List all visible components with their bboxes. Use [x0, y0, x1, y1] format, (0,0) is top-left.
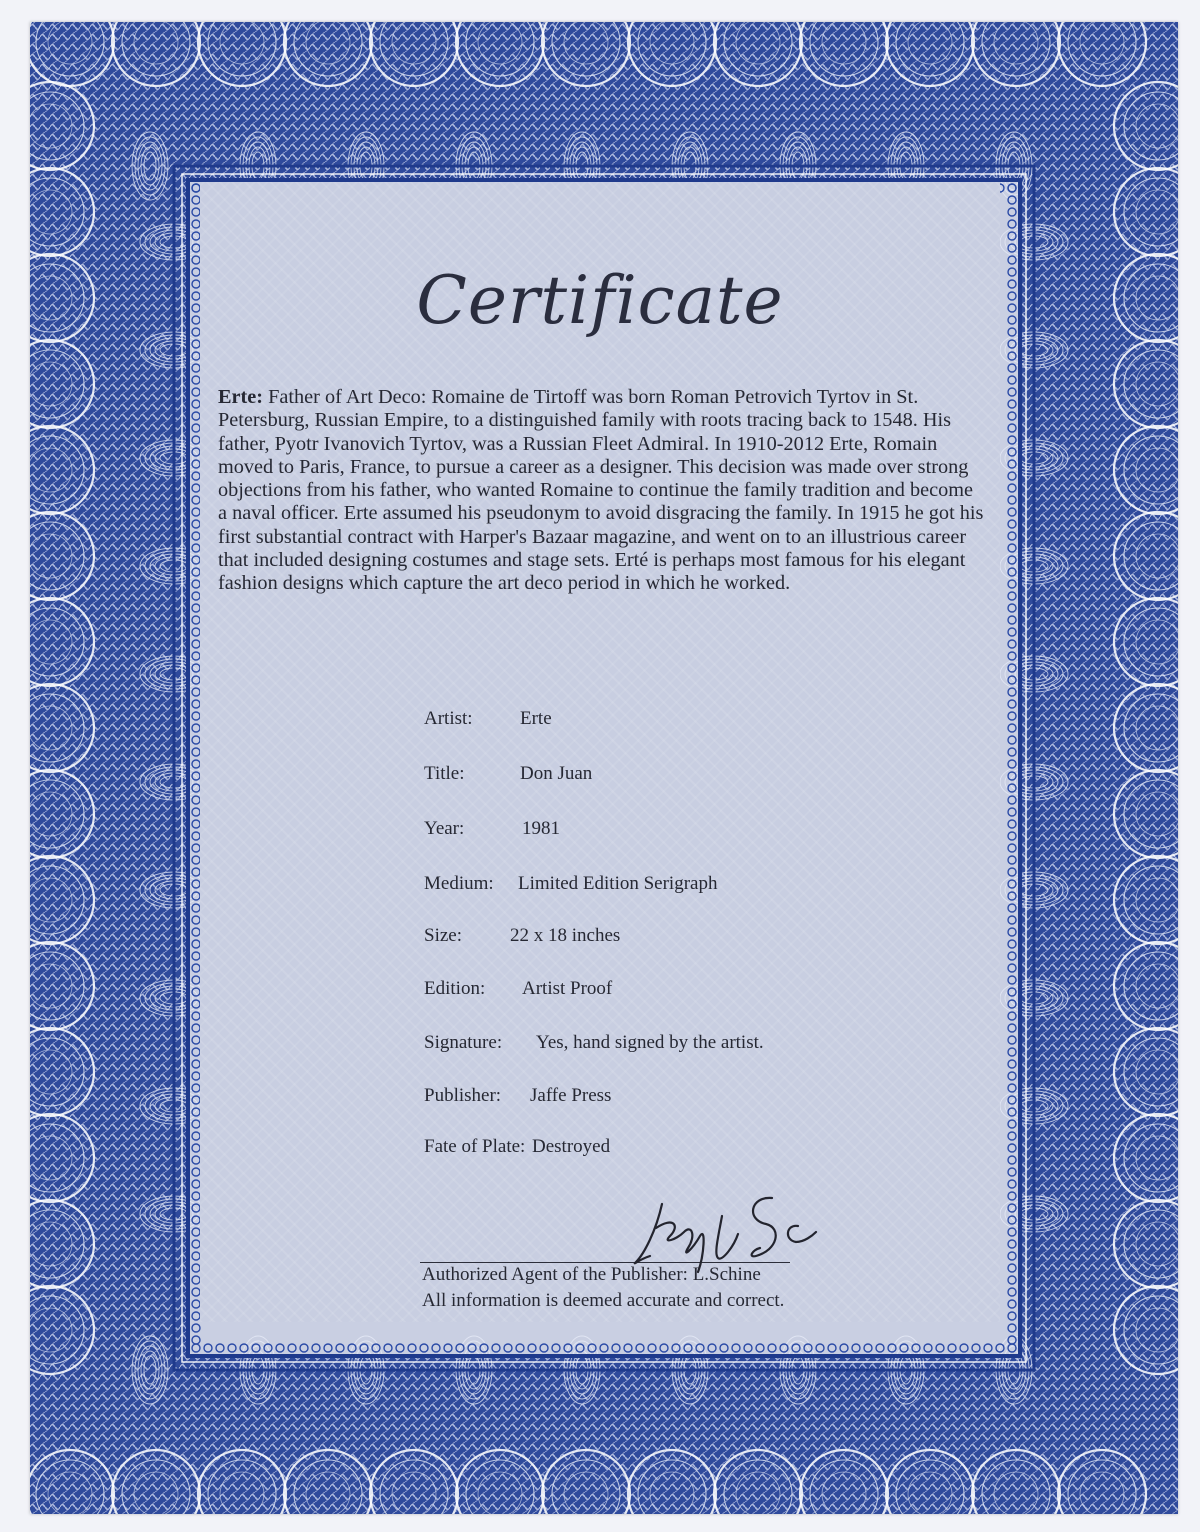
field-size: [424, 925, 620, 947]
field-signature: [424, 1032, 764, 1054]
field-publisher-label: Publisher:: [424, 1085, 502, 1106]
field-fate-of-plate-value: Destroyed: [532, 1136, 611, 1157]
certificate-title: Certificate: [416, 262, 784, 339]
field-size-label: Size:: [424, 925, 462, 946]
field-artist-value: Erte: [520, 708, 552, 729]
field-artist-label: Artist:: [424, 708, 473, 729]
field-publisher-value: Jaffe Press: [530, 1085, 612, 1106]
field-signature-label: Signature:: [424, 1032, 503, 1053]
field-year-value: 1981: [522, 818, 560, 839]
handwritten-signature: [622, 1176, 842, 1276]
field-edition-label: Edition:: [424, 978, 486, 999]
field-title-label: Title:: [424, 763, 465, 784]
field-edition-value: Artist Proof: [522, 978, 613, 999]
field-artist: [424, 708, 552, 730]
biography-text: Father of Art Deco: Romaine de Tirtoff was born Roman Petrovich Tyrtov in St. Petersburg, Russian Empire, to a distinguished family with roots tracing back to 1548. His father, Pyotr Ivanovich Tyrtov, was a Russian Fleet Admiral. In 1910-2012 Erte, Romain moved to Paris, France, to pursue a career as a designer. This decision was made over strong objections from his father, who wanted Romaine to continue the family tradition and become a naval officer. Erte assumed his pseudonym to avoid disgracing the family. In 1915 he got his first substantial contract with Harper's Bazaar magazine, and went on to an illustrious career that included designing costumes and stage sets. Erté is perhaps most famous for his elegant fashion designs which capture the art deco period in which he worked.: [218, 386, 984, 595]
accuracy-disclaimer: All information is deemed accurate and correct.: [422, 1290, 785, 1311]
field-publisher: [424, 1085, 611, 1107]
field-title-value: Don Juan: [520, 763, 593, 784]
field-medium-value: Limited Edition Serigraph: [518, 873, 718, 894]
field-edition: [424, 978, 612, 1000]
field-year-label: Year:: [424, 818, 465, 839]
field-fate-of-plate-label: Fate of Plate:: [424, 1136, 526, 1157]
artist-biography: [218, 386, 986, 596]
field-signature-value: Yes, hand signed by the artist.: [536, 1032, 764, 1053]
field-medium: [424, 873, 717, 895]
field-size-value: 22 x 18 inches: [510, 925, 621, 946]
biography-lead: Erte:: [218, 386, 264, 408]
field-year: [424, 818, 560, 840]
authorized-agent-line: Authorized Agent of the Publisher: L.Schine: [422, 1264, 761, 1285]
field-medium-label: Medium:: [424, 873, 494, 894]
field-fate-of-plate: [424, 1136, 610, 1158]
field-title: [424, 763, 592, 785]
